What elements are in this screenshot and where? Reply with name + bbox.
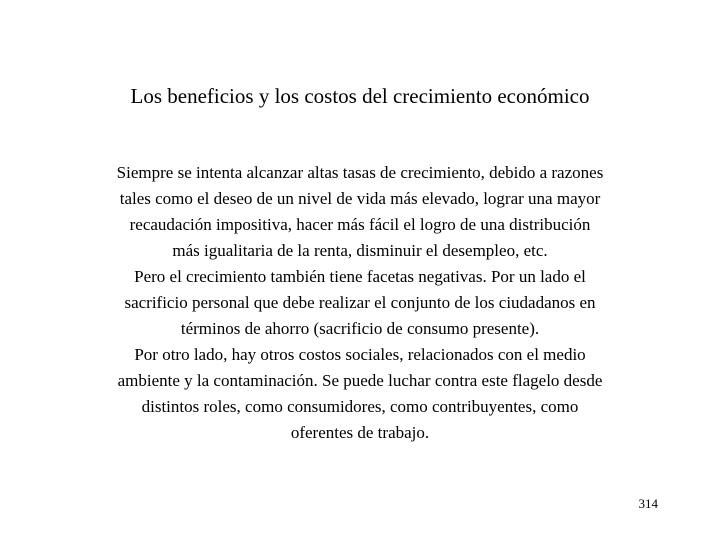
body-line: tales como el deseo de un nivel de vida más elevado, lograr una mayor bbox=[119, 189, 601, 208]
body-line: Siempre se intenta alcanzar altas tasas de crecimiento, debido a razones bbox=[116, 163, 604, 182]
body-line: Pero el crecimiento también tiene facetas negativas. Por un lado el bbox=[134, 267, 586, 286]
body-line: ambiente y la contaminación. Se puede luchar contra este flagelo desde bbox=[117, 371, 603, 390]
page-number: 314 bbox=[638, 496, 658, 511]
slide-body bbox=[60, 160, 660, 446]
body-line: distintos roles, como consumidores, como contribuyentes, como bbox=[141, 397, 579, 416]
body-line: términos de ahorro (sacrificio de consumo presente). bbox=[180, 319, 540, 338]
body-line: sacrificio personal que debe realizar el conjunto de los ciudadanos en bbox=[124, 293, 596, 312]
body-line: Por otro lado, hay otros costos sociales, relacionados con el medio bbox=[134, 345, 586, 364]
body-line: recaudación impositiva, hacer más fácil el logro de una distribución bbox=[129, 215, 591, 234]
body-line: más igualitaria de la renta, disminuir el desempleo, etc. bbox=[172, 241, 548, 260]
body-line: oferentes de trabajo. bbox=[290, 423, 430, 442]
slide-title: Los beneficios y los costos del crecimiento económico bbox=[130, 84, 590, 108]
